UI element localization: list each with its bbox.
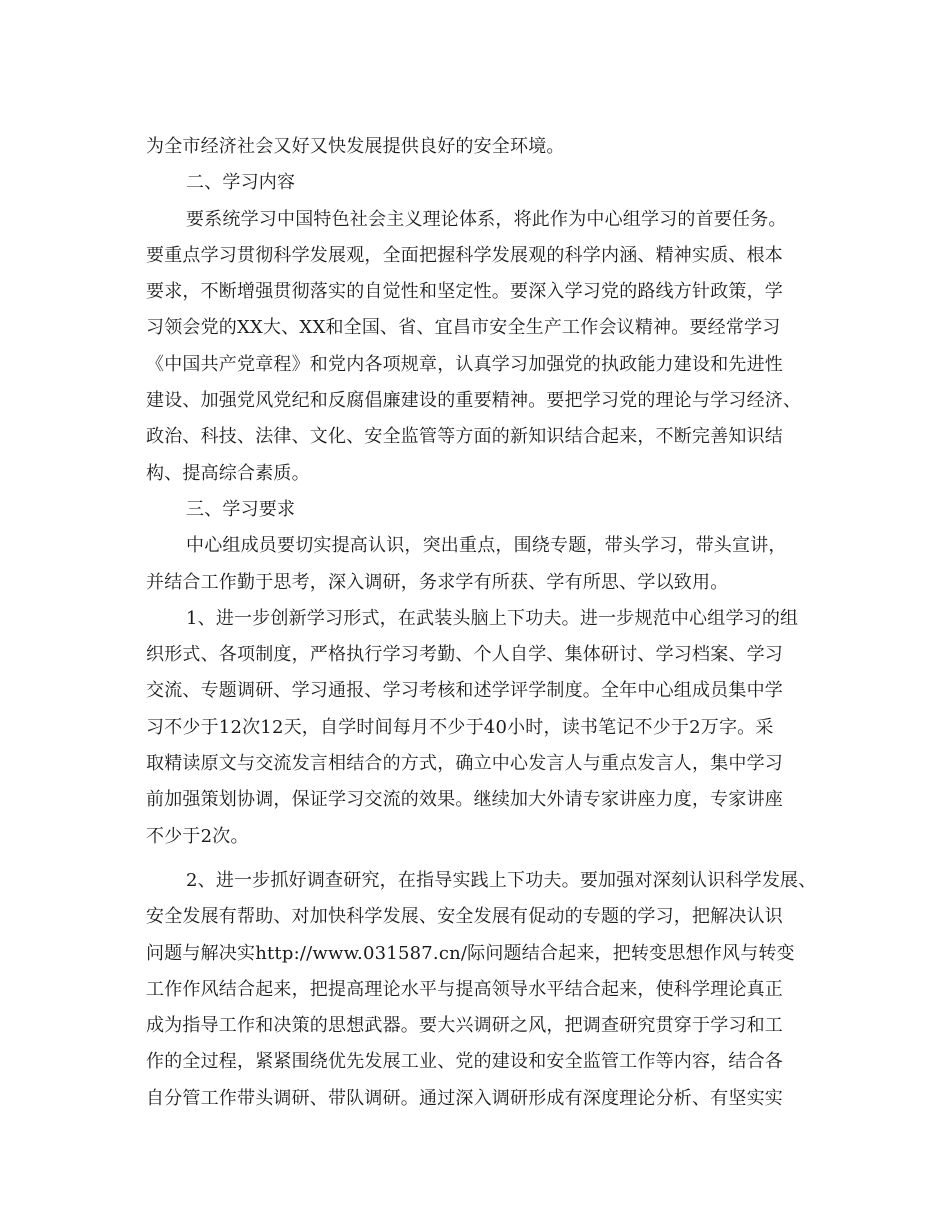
- text-line: 不少于2次。: [146, 825, 249, 847]
- text-line: 要系统学习中国特色社会主义理论体系，将此作为中心组学习的首要任务。: [186, 208, 787, 230]
- text-line: 政治、科技、法律、文化、安全监管等方面的新知识结合起来，不断完善知识结: [146, 426, 783, 448]
- paragraph-gap: [146, 855, 826, 863]
- text-line: 为全市经济社会又好又快发展提供良好的安全环境。: [146, 136, 565, 157]
- text-line: 并结合工作勤于思考，深入调研，务求学有所获、学有所思、学以致用。: [146, 571, 729, 593]
- text-line: 问题与解决实http://www.031587.cn/际问题结合起来，把转变思想作风与转变: [146, 942, 795, 964]
- text-line: 《中国共产党章程》和党内各项规章，认真学习加强党的执政能力建设和先进性: [146, 353, 783, 375]
- text-line: 要求，不断增强贯彻落实的自觉性和坚定性。要深入学习党的路线方针政策，学: [146, 281, 783, 303]
- text-line: 安全发展有帮助、对加快科学发展、安全发展有促动的专题的学习，把解决认识: [146, 906, 783, 928]
- text-line: 取精读原文与交流发言相结合的方式，确立中心发言人与重点发言人，集中学习: [146, 753, 783, 775]
- text-line: 建设、加强党风党纪和反腐倡廉建设的重要精神。要把学习党的理论与学习经济、: [146, 390, 802, 412]
- text-line: 工作作风结合起来，把提高理论水平与提高领导水平结合起来，使科学理论真正: [146, 978, 783, 1000]
- text-line: 交流、专题调研、学习通报、学习考核和述学评学制度。全年中心组成员集中学: [146, 680, 783, 702]
- text-line: 前加强策划协调，保证学习交流的效果。继续加大外请专家讲座力度，专家讲座: [146, 789, 783, 811]
- text-line: 织形式、各项制度，严格执行学习考勤、个人自学、集体研讨、学习档案、学习: [146, 644, 783, 666]
- section-heading-requirements: 三、学习要求: [186, 498, 296, 520]
- text-line: 习不少于12次12天，自学时间每月不少于40小时，读书笔记不少于2万字。采: [146, 716, 774, 738]
- text-line: 作的全过程，紧紧围绕优先发展工业、党的建设和安全监管工作等内容，结合各: [146, 1051, 783, 1073]
- text-line: 2、进一步抓好调查研究，在指导实践上下功夫。要加强对深刻认识科学发展、: [186, 869, 817, 891]
- section-heading-content: 二、学习内容: [186, 172, 296, 194]
- text-line: 成为指导工作和决策的思想武器。要大兴调研之风，把调查研究贯穿于学习和工: [146, 1015, 783, 1037]
- text-line: 习领会党的XX大、XX和全国、省、宜昌市安全生产工作会议精神。要经常学习: [146, 317, 781, 339]
- text-line: 自分管工作带头调研、带队调研。通过深入调研形成有深度理论分析、有坚实实: [146, 1087, 783, 1109]
- text-line: 1、进一步创新学习形式，在武装头脑上下功夫。进一步规范中心组学习的组: [186, 607, 799, 629]
- text-line: 构、提高综合素质。: [146, 462, 310, 484]
- text-line: 中心组成员要切实提高认识，突出重点，围绕专题，带头学习，带头宣讲，: [186, 535, 787, 557]
- document-body: [146, 129, 826, 1117]
- text-line: 要重点学习贯彻科学发展观，全面把握科学发展观的科学内涵、精神实质、根本: [146, 244, 783, 266]
